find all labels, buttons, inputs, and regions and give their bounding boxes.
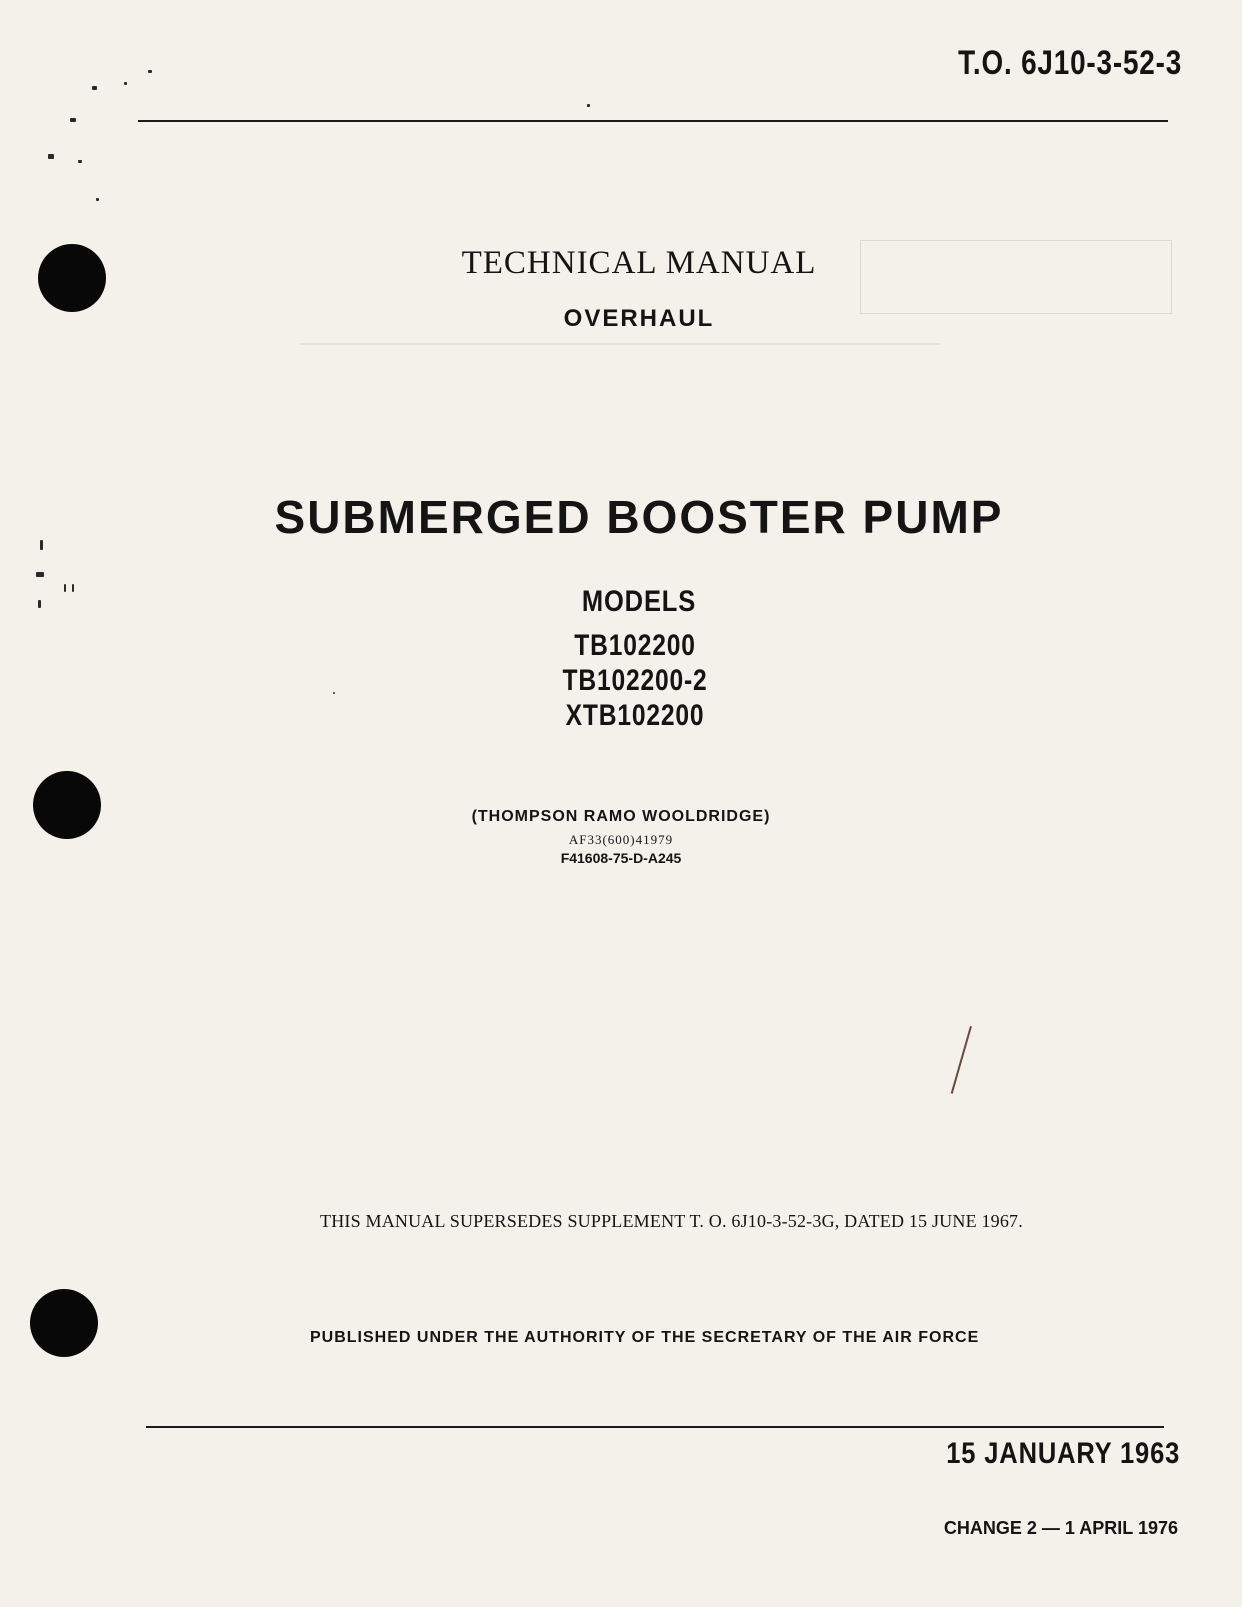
binder-punch-hole [30,1289,98,1357]
scan-speck [96,198,99,201]
scan-speck [72,584,74,592]
technical-order-number: T.O. 6J10-3-52-3 [958,44,1182,82]
scan-speck [78,160,82,163]
change-notice: CHANGE 2 — 1 APRIL 1976 [943,1518,1178,1538]
model-list [0,628,1242,733]
supersedes-notice: THIS MANUAL SUPERSEDES SUPPLEMENT T. O. 6J10-3-52-3G, DATED 15 JUNE 1967. [320,1211,1023,1231]
contract-number: AF33(600)41979 [568,832,674,847]
manufacturer-name: (THOMPSON RAMO WOOLDRIDGE) [471,808,771,825]
scan-speck [587,104,590,107]
model-number: TB102200-2 [562,664,708,697]
manual-subtype-heading: OVERHAUL [563,305,715,332]
models-heading: MODELS [581,585,697,618]
scan-speck [70,118,76,122]
scan-speck [38,600,41,608]
authority-statement: PUBLISHED UNDER THE AUTHORITY OF THE SECRETARY OF THE AIR FORCE [310,1329,980,1346]
scan-speck [92,86,97,90]
scan-speck [333,692,335,694]
faded-bleed-through-line [300,343,940,345]
scan-speck [48,154,54,159]
model-number: XTB102200 [565,699,705,732]
scan-speck [124,82,127,85]
pen-mark [951,1026,972,1094]
top-divider [138,120,1168,122]
scan-speck [40,540,43,550]
model-number: TB102200 [574,629,696,662]
manual-type-heading: TECHNICAL MANUAL [461,245,817,281]
binder-punch-hole [33,771,101,839]
issue-date: 15 JANUARY 1963 [946,1437,1180,1470]
scan-speck [148,70,152,73]
scan-speck [36,572,44,577]
contract-number: F41608-75-D-A245 [560,850,682,866]
scan-speck [64,584,66,592]
document-title: SUBMERGED BOOSTER PUMP [274,491,1004,543]
bottom-divider [146,1426,1164,1428]
